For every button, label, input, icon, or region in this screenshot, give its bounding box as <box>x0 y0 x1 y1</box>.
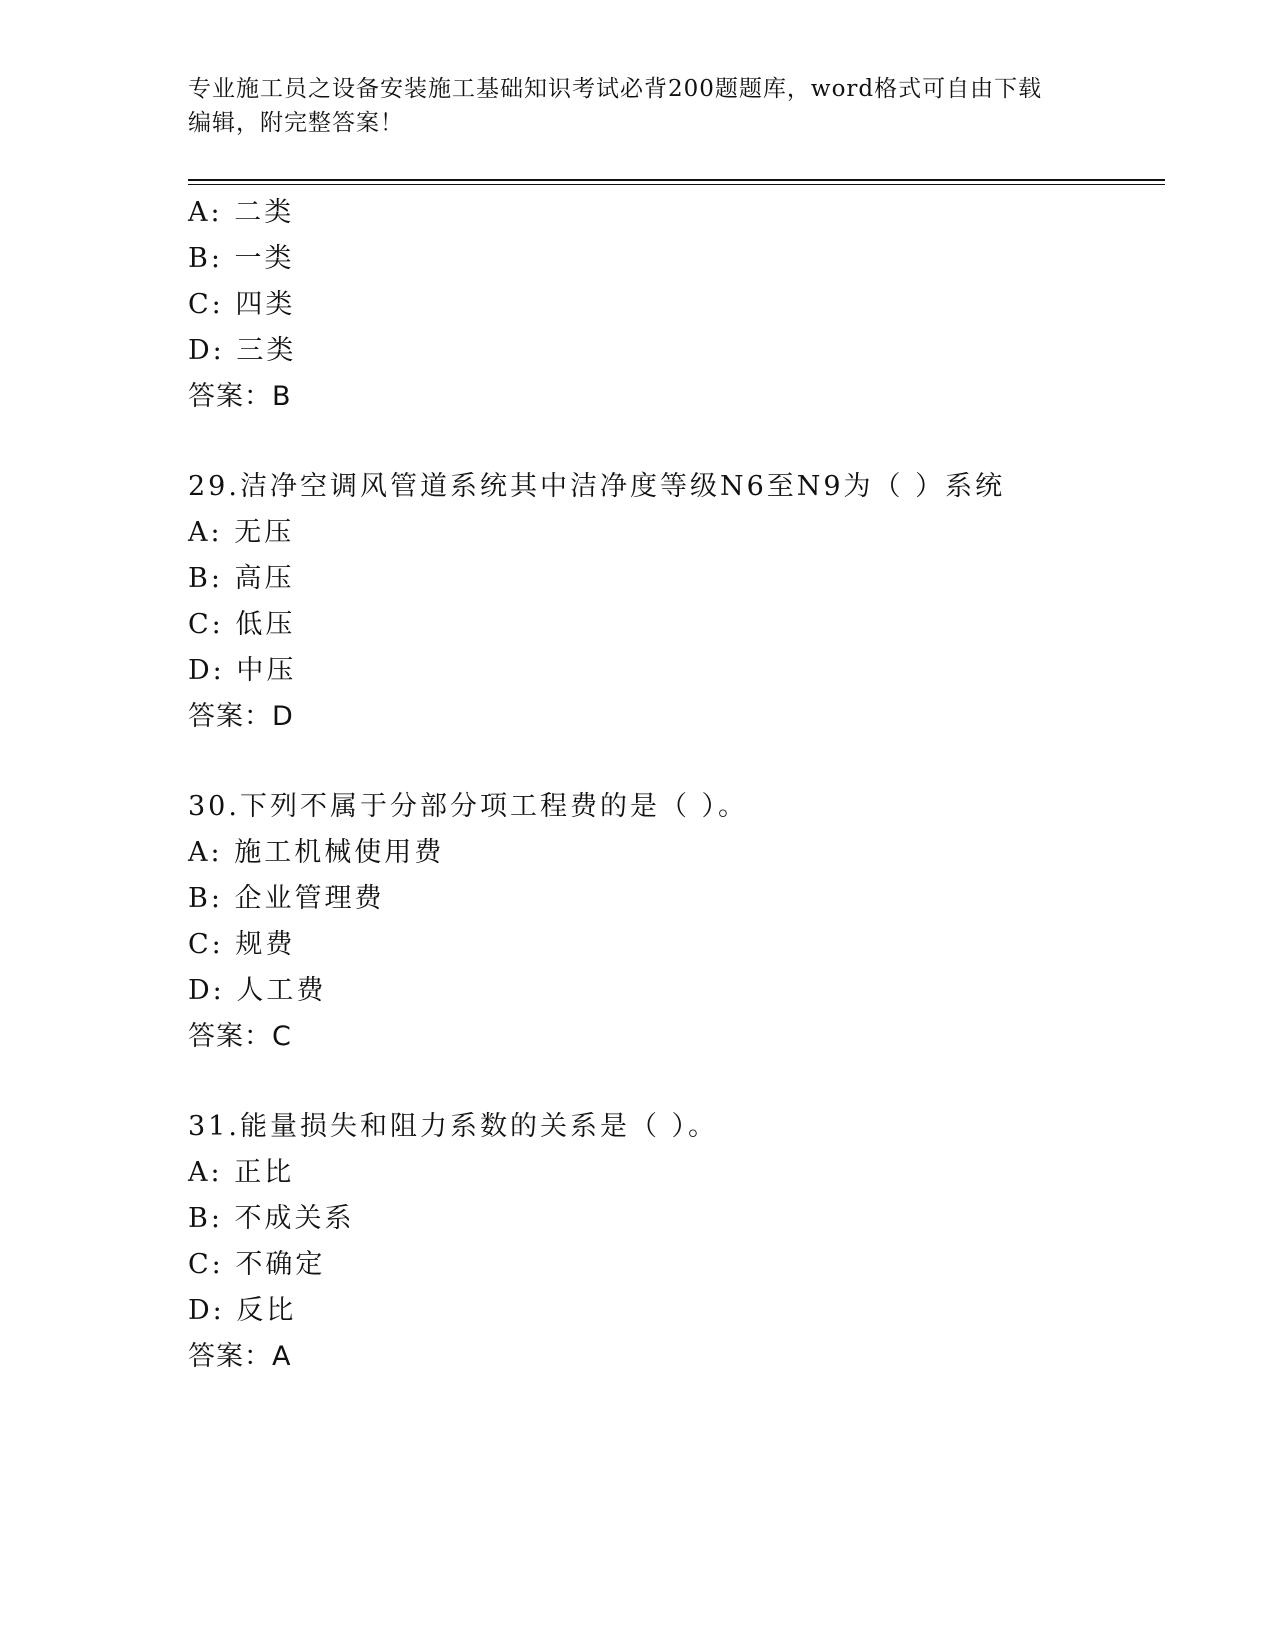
header-divider-thick <box>188 179 1165 181</box>
option-b: B: 一类 <box>188 243 295 274</box>
option-a: A: 无压 <box>188 517 295 548</box>
question-stem: 29.洁净空调风管道系统其中洁净度等级N6至N9为（ ）系统 <box>188 471 1006 502</box>
option-a: A: 二类 <box>188 197 295 228</box>
answer-line: 答案：A <box>188 1341 292 1372</box>
option-a: A: 正比 <box>188 1157 295 1188</box>
question-31 <box>188 1104 1168 1380</box>
option-d: D: 反比 <box>188 1295 297 1326</box>
option-d: D: 人工费 <box>188 975 327 1006</box>
question-30 <box>188 784 1168 1060</box>
option-b: B: 不成关系 <box>188 1203 355 1234</box>
question-stem: 30.下列不属于分部分项工程费的是（ ）。 <box>188 791 749 822</box>
answer-line: 答案：B <box>188 381 292 412</box>
option-c: C: 不确定 <box>188 1249 326 1280</box>
answer-line: 答案：C <box>188 1021 292 1052</box>
answer-line: 答案：D <box>188 701 294 732</box>
carryover-question <box>188 190 1168 420</box>
header-title-line-2: 编辑，附完整答案！ <box>188 110 404 136</box>
document-header <box>188 72 1088 140</box>
option-c: C: 四类 <box>188 289 296 320</box>
spacer <box>188 420 1168 464</box>
spacer <box>188 740 1168 784</box>
header-title-line-1: 专业施工员之设备安装施工基础知识考试必背200题题库，word格式可自由下载 <box>188 76 1043 102</box>
question-list <box>188 190 1168 1380</box>
option-b: B: 高压 <box>188 563 295 594</box>
spacer <box>188 1060 1168 1104</box>
option-d: D: 三类 <box>188 335 297 366</box>
option-c: C: 规费 <box>188 929 296 960</box>
option-c: C: 低压 <box>188 609 296 640</box>
option-b: B: 企业管理费 <box>188 883 385 914</box>
option-a: A: 施工机械使用费 <box>188 837 445 868</box>
header-divider-thin <box>188 184 1165 185</box>
option-d: D: 中压 <box>188 655 297 686</box>
question-29 <box>188 464 1168 740</box>
question-stem: 31.能量损失和阻力系数的关系是（ ）。 <box>188 1111 719 1142</box>
